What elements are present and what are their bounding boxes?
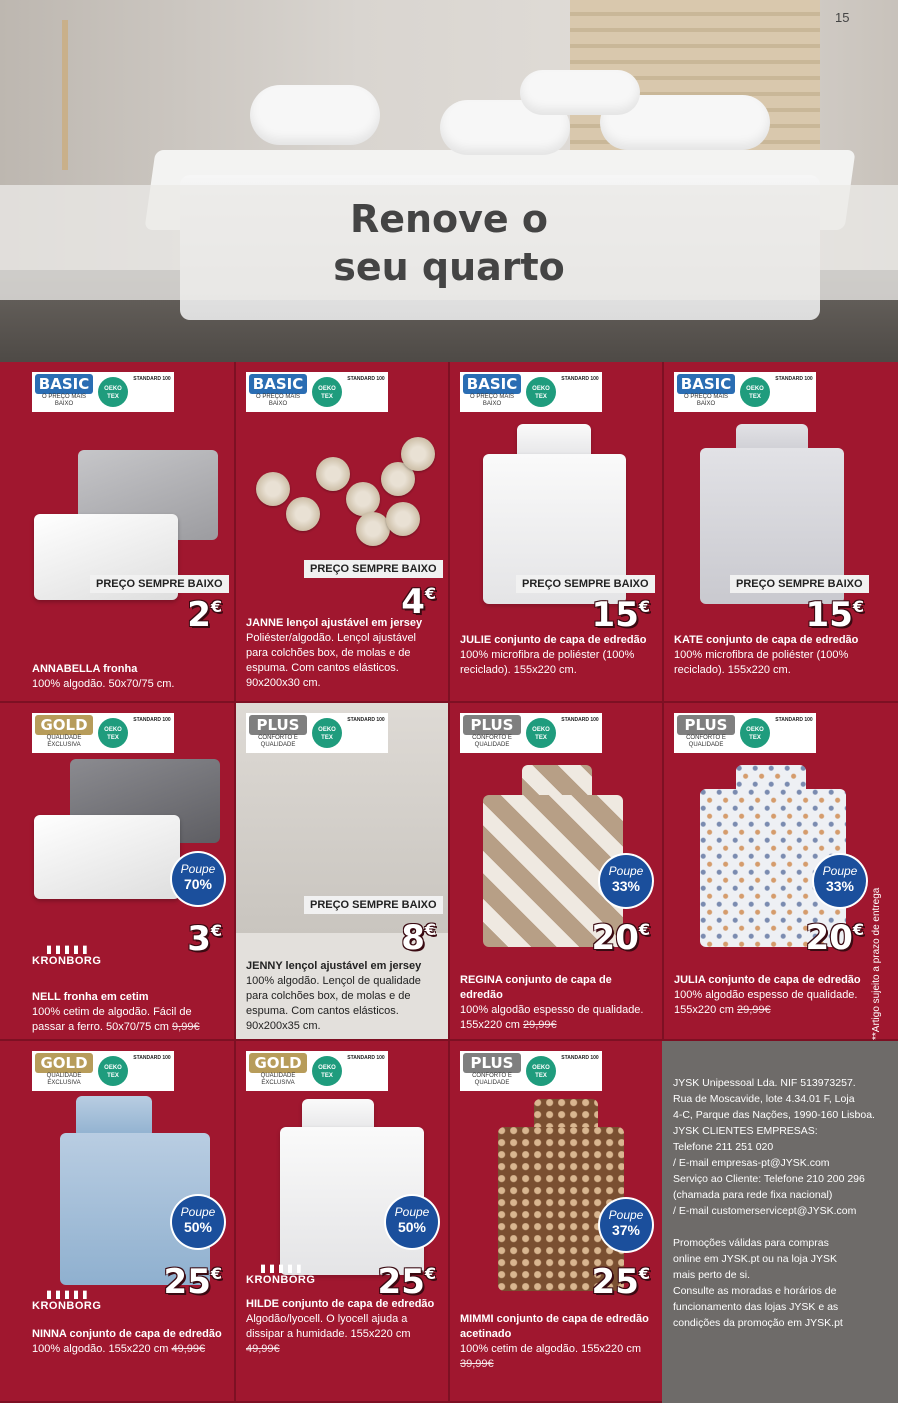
standard-label: STANDARD 100 [561, 1055, 599, 1061]
basic-badge: BASIC O PREÇO MAIS BAIXO [461, 373, 523, 411]
badge-group [32, 713, 174, 753]
roll-image [356, 512, 390, 546]
price: 15€ [591, 595, 650, 635]
page-number: 15 [835, 10, 850, 25]
hero-banner [0, 0, 898, 362]
crown-icon [47, 940, 87, 954]
pillow-image [34, 815, 180, 899]
badge-group [460, 372, 602, 412]
price-tag-label: PREÇO SEMPRE BAIXO [304, 896, 443, 914]
standard-label: STANDARD 100 [347, 1055, 385, 1061]
product-description: JULIE conjunto de capa de edredão 100% microfibra de poliéster (100% reciclado). 155x220 cm. [460, 634, 647, 676]
price-tag-label: PREÇO SEMPRE BAIXO [516, 575, 655, 593]
price: 20€ [591, 918, 650, 958]
badge-group [674, 372, 816, 412]
product-description: NELL fronha em cetim 100% cetim de algodão. Fácil de passar a ferro. 50x70/75 cm 9,99€ [32, 991, 200, 1033]
product-description: JANNE lençol ajustável em jersey Poliéster/algodão. Lençol ajustável para colchões box, de molas e de espuma. Com cantos elásticos. 90x200x30 cm. [246, 617, 423, 689]
product-description: MIMMI conjunto de capa de edredão acetinado 100% cetim de algodão. 155x220 cm 39,99€ [460, 1313, 649, 1370]
product-description: HILDE conjunto de capa de edredão Algodão/lyocell. O lyocell ajuda a dissipar a humidade. 155x220 cm 49,99€ [246, 1298, 435, 1355]
standard-label: STANDARD 100 [133, 1055, 171, 1061]
product-description: JULIA conjunto de capa de edredão 100% algodão espesso de qualidade. 155x220 cm 29,99€ [674, 974, 861, 1016]
oeko-tex-icon: OEKO TEX [740, 377, 770, 407]
hero-title [0, 195, 898, 291]
badge-group [460, 1051, 602, 1091]
hero-coat-rack [62, 20, 68, 170]
badge-group [674, 713, 816, 753]
price: 25€ [591, 1262, 650, 1302]
badge-group [32, 372, 174, 412]
product-card-annabella[interactable] [0, 362, 236, 703]
price: 2€ [187, 595, 222, 635]
gold-badge: GOLD QUALIDADE EXCLUSIVA [33, 1052, 95, 1090]
oeko-tex-icon: OEKO TEX [98, 718, 128, 748]
price: 25€ [377, 1262, 436, 1302]
badge-group [246, 713, 388, 753]
standard-label: STANDARD 100 [133, 717, 171, 723]
standard-label: STANDARD 100 [561, 376, 599, 382]
standard-label: STANDARD 100 [775, 717, 813, 723]
product-description: NINNA conjunto de capa de edredão 100% algodão. 155x220 cm 49,99€ [32, 1328, 222, 1355]
price: 8€ [401, 918, 436, 958]
oeko-tex-icon: OEKO TEX [312, 1056, 342, 1086]
kronborg-logo: KRONBORG [32, 940, 101, 967]
basic-badge: BASIC O PREÇO MAIS BAIXO [675, 373, 737, 411]
product-card-mimmi[interactable] [450, 1041, 662, 1403]
product-card-julie[interactable] [450, 362, 664, 703]
price-tag-label: PREÇO SEMPRE BAIXO [304, 560, 443, 578]
product-card-nell[interactable] [0, 703, 236, 1041]
hero-title-line1: Renove o [349, 197, 549, 241]
price: 20€ [805, 918, 864, 958]
badge-group [246, 372, 388, 412]
hero-title-line2: seu quarto [333, 245, 565, 289]
plus-badge: PLUS CONFORTO E QUALIDADE [675, 714, 737, 752]
product-description: REGINA conjunto de capa de edredão 100% algodão espesso de qualidade. 155x220 cm 29,99€ [460, 974, 644, 1031]
price: 25€ [163, 1262, 222, 1302]
kronborg-logo: KRONBORG [32, 1285, 101, 1312]
standard-label: STANDARD 100 [347, 717, 385, 723]
price: 3€ [187, 919, 222, 959]
pillow-image [76, 1096, 152, 1138]
discount-badge: Poupe 70% [172, 853, 224, 905]
roll-image [401, 437, 435, 471]
product-card-hilde[interactable] [236, 1041, 450, 1403]
crown-icon [47, 1285, 87, 1299]
product-card-regina[interactable] [450, 703, 664, 1041]
badge-group [32, 1051, 174, 1091]
product-card-julia[interactable] [664, 703, 898, 1041]
roll-image [346, 482, 380, 516]
hero-pillow [520, 70, 640, 115]
gold-badge: GOLD QUALIDADE EXCLUSIVA [247, 1052, 309, 1090]
basic-badge: BASIC O PREÇO MAIS BAIXO [33, 373, 95, 411]
plus-badge: PLUS CONFORTO E QUALIDADE [461, 714, 523, 752]
product-description: KATE conjunto de capa de edredão 100% microfibra de poliéster (100% reciclado). 155x220 cm. [674, 634, 859, 676]
standard-label: STANDARD 100 [347, 376, 385, 382]
oeko-tex-icon: OEKO TEX [98, 377, 128, 407]
oeko-tex-icon: OEKO TEX [526, 1056, 556, 1086]
price-tag-label: PREÇO SEMPRE BAIXO [730, 575, 869, 593]
discount-badge: Poupe 50% [172, 1196, 224, 1248]
basic-badge: BASIC O PREÇO MAIS BAIXO [247, 373, 309, 411]
product-card-kate[interactable] [664, 362, 898, 703]
roll-image [256, 472, 290, 506]
crown-icon [261, 1259, 301, 1273]
discount-badge: Poupe 33% [814, 855, 866, 907]
roll-image [386, 502, 420, 536]
gold-badge: GOLD QUALIDADE EXCLUSIVA [33, 714, 95, 752]
oeko-tex-icon: OEKO TEX [526, 377, 556, 407]
plus-badge: PLUS CONFORTO E QUALIDADE [461, 1052, 523, 1090]
discount-badge: Poupe 37% [600, 1199, 652, 1251]
product-card-jenny[interactable] [236, 703, 450, 1041]
standard-label: STANDARD 100 [133, 376, 171, 382]
hero-pillow [250, 85, 380, 145]
kronborg-logo: KRONBORG [246, 1259, 315, 1286]
standard-label: STANDARD 100 [775, 376, 813, 382]
roll-image [316, 457, 350, 491]
roll-image [286, 497, 320, 531]
oeko-tex-icon: OEKO TEX [312, 718, 342, 748]
oeko-tex-icon: OEKO TEX [526, 718, 556, 748]
standard-label: STANDARD 100 [561, 717, 599, 723]
oeko-tex-icon: OEKO TEX [312, 377, 342, 407]
product-card-janne[interactable] [236, 362, 450, 703]
oeko-tex-icon: OEKO TEX [740, 718, 770, 748]
product-description: ANNABELLA fronha 100% algodão. 50x70/75 cm. [32, 663, 175, 690]
product-card-ninna[interactable] [0, 1041, 236, 1403]
delivery-note: **Artigo sujeito a prazo de entrega [871, 887, 882, 1040]
badge-group [246, 1051, 388, 1091]
price: 15€ [805, 595, 864, 635]
product-description: JENNY lençol ajustável em jersey 100% algodão. Lençol de qualidade para colchões box, de molas e de espuma. Com cantos elásticos. 90x200x35 cm. [246, 960, 422, 1032]
price-tag-label: PREÇO SEMPRE BAIXO [90, 575, 229, 593]
company-info: JYSK Unipessoal Lda. NIF 513973257. Rua de Moscavide, lote 4.34.01 F, Loja 4-C, Parque das Nações, 1990-160 Lisboa. JYSK CLIENTES EMPRESAS: Telefone 211 251 020 / E-mail empresas-pt@JYSK.com Serviço ao Cliente: Telefone 210 200 296 (chamada para rede fixa nacional) / E-mail customerservicept@JYSK.com Promoções válidas para compras online em JYSK.pt ou na loja JYSK mais perto de si. Consulte as moradas e horários de funcionamento das lojas JYSK e as condições da promoção em JYSK.pt [662, 1041, 898, 1403]
plus-badge: PLUS CONFORTO E QUALIDADE [247, 714, 309, 752]
badge-group [460, 713, 602, 753]
discount-badge: Poupe 33% [600, 855, 652, 907]
oeko-tex-icon: OEKO TEX [98, 1056, 128, 1086]
price: 4€ [401, 582, 436, 622]
discount-badge: Poupe 50% [386, 1196, 438, 1248]
